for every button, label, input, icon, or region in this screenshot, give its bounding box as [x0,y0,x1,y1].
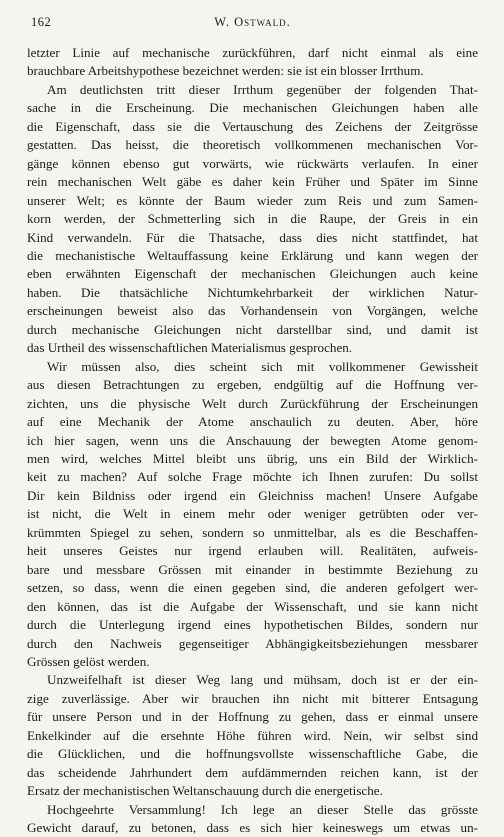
text-line: korn werden, der Schmetterling sich in die Raupe, der Greis in ein [27,211,478,227]
text-line: rein mechanischen Welt gäbe es daher kein Früher und Später im Sinne [27,174,478,190]
text-line: gänge können ebenso gut vorwärts, wie rückwärts verlaufen. In einer [27,155,478,171]
text-line: ist nicht, die Welt in einem mehr oder weniger getrübten oder ver- [27,506,478,522]
page-number: 162 [31,15,52,29]
text-line: letzter Linie auf mechanische zurückführen, darf nicht einmal als eine [27,45,478,60]
text-line: Unzweifelhaft ist dieser Weg lang und mühsam, doch ist er der ein- [47,672,478,688]
text-line: Gewicht darauf, zu betonen, dass es sich hier keineswegs um etwas un- [27,820,478,836]
text-line: das Urtheil des wissenschaftlichen Materialismus gesprochen. [27,340,353,356]
text-line: eben erwähnten Eigenschaft der mechanischen Gleichungen auch keine [27,266,478,282]
text-line: keit zu machen? Auf solche Frage möchte ich Ihnen zurufen: Du sollst [27,469,478,485]
text-line: zige zuverlässige. Aber wir brauchen ihn nicht mit bitterer Entsagung [27,690,478,706]
text-line: setzen, so dass, wenn die einen gegeben sind, die anderen gefolgert wer- [27,580,478,596]
text-line: Dir kein Bildniss oder irgend ein Gleichniss machen! Unsere Aufgabe [27,487,478,503]
text-line: krümmten Spiegel zu sehen, sondern so unmittelbar, als es die Beschaffen- [27,524,478,540]
text-line: durch die Unterlegung irgend eines hypothetischen Bildes, sondern nur [27,617,478,633]
text-line: men wird, welches Mittel bleibt uns übrig, uns ein Bild der Wirklich- [27,450,478,466]
text-line: durch mechanische Gleichungen nicht darstellbar sind, und damit ist [27,321,478,337]
text-line: Enkelkinder auf die ersehnte Höhe führen wird. Nein, wir selbst sind [27,727,478,743]
running-title: W. Ostwald. [214,15,291,29]
text-line: die Eigenschaft, dass sie die Vertauschung des Zeichens der Zeitgrösse [27,118,478,134]
text-line: aus diesen Betrachtungen zu ergeben, endgültig auf die Hoffnung ver- [27,377,478,393]
text-line: brauchbare Arbeitshypothese bezeichnet werden: sie ist ein blosser Irrthum. [27,63,424,79]
text-line: heit unseres Geistes nur irgend erlauben will. Realitäten, aufweis- [27,543,478,559]
text-line: Kind verwandeln. Für die Thatsache, dass dies nicht stattfindet, hat [27,229,478,245]
text-line: durch den Nachweis gegenseitiger Abhängigkeitsbeziehungen messbarer [27,635,478,651]
text-line: Grössen gelöst werden. [27,653,150,669]
text-line: zichten, uns die physische Welt durch Zurückführung der Erscheinungen [27,395,478,411]
text-line: die mechanistische Weltauffassung keine Erklärung und kann wegen der [27,247,478,263]
text-line: Wir müssen also, dies scheint sich mit vollkommener Gewissheit [47,358,478,374]
text-line: unserer Welt; es könnte der Baum wieder zum Reis und zum Samen- [27,192,478,208]
text-line: den können, das ist die Aufgabe der Wissenschaft, und sie kann nicht [27,598,478,614]
text-line: sache in die Erscheinung. Die mechanischen Gleichungen haben alle [27,100,478,116]
body-text [27,44,478,837]
text-line: Ersatz der mechanistischen Weltanschauung durch die energetische. [27,783,383,799]
text-line: auf eine Mechanik der Atome anschaulich zu deuten. Aber, höre [27,414,478,430]
text-line: erscheinungen beweist also das Vorhandensein von Vorgängen, welche [27,303,478,319]
text-line: haben. Die thatsächliche Nichtumkehrbarkeit der wirklichen Natur- [27,284,478,300]
text-line: Hochgeehrte Versammlung! Ich lege an dieser Stelle das grösste [47,801,478,817]
text-line: ich hier sagen, wenn uns die Anschauung der bewegten Atome genom- [27,432,478,448]
running-head [27,13,478,33]
text-line: das scheidende Jahrhundert dem aufdämmernden reichen kann, ist der [27,764,478,780]
text-line: bare und messbare Grössen mit einander in bestimmte Beziehung zu [27,561,478,577]
text-line: für unsere Person und in der Hoffnung zu gehen, dass er einmal unsere [27,709,478,725]
text-line: die Glücklichen, und die hoffnungsvollste wissenschaftliche Gabe, die [27,746,478,762]
text-line: Am deutlichsten tritt dieser Irrthum gegenüber der folgenden That- [47,81,478,97]
text-line: gestatten. Das heisst, die theoretisch vollkommenen mechanischen Vor- [27,137,478,153]
